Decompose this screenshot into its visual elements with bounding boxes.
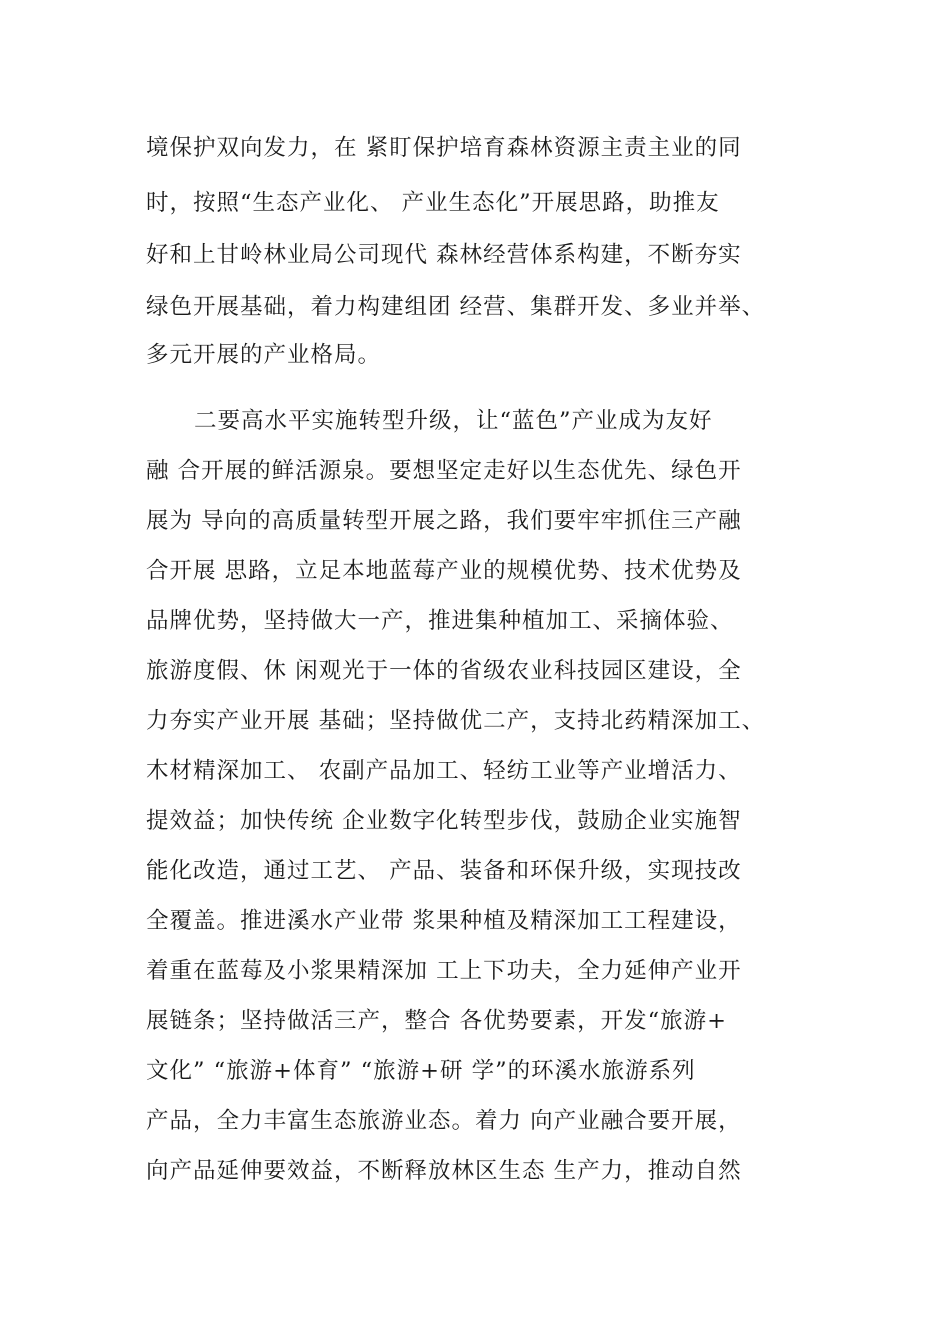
text-line: 力夯实产业开展 基础；坚持做优二产，支持北药精深加工、 [146,708,766,734]
text-line: 多元开展的产业格局。 [146,342,382,368]
text-line: 合开展 思路，立足本地蓝莓产业的规模优势、技术优势及 [146,558,742,584]
text-line: 产品，全力丰富生态旅游业态。着力 向产业融合要开展， [146,1108,742,1134]
text-line: 二要高水平实施转型升级，让“蓝色”产业成为友好 [194,408,713,434]
text-line: 旅游度假、休 闲观光于一体的省级农业科技园区建设，全 [146,658,742,684]
text-line: 时，按照“生态产业化、 产业生态化”开展思路，助推友 [146,190,720,216]
text-line: 全覆盖。推进溪水产业带 浆果种植及精深加工工程建设， [146,908,742,934]
text-line: 好和上甘岭林业局公司现代 森林经营体系构建，不断夯实 [146,242,742,268]
text-line: 品牌优势，坚持做大一产，推进集种植加工、采摘体验、 [146,608,734,634]
text-line: 展为 导向的高质量转型开展之路，我们要牢牢抓住三产融 [146,508,742,534]
text-line: 展链条；坚持做活三产，整合 各优势要素，开发“旅游+ [146,1008,728,1034]
text-line: 能化改造，通过工艺、 产品、装备和环保升级，实现技改 [146,858,742,884]
text-line: 绿色开展基础，着力构建组团 经营、集群开发、多业并举、 [146,294,766,320]
text-line: 提效益；加快传统 企业数字化转型步伐，鼓励企业实施智 [146,808,742,834]
text-line: 向产品延伸要效益，不断释放林区生态 生产力，推动自然 [146,1158,742,1184]
text-line: 融 合开展的鲜活源泉。要想坚定走好以生态优先、绿色开 [146,458,742,484]
text-line: 境保护双向发力，在 紧盯保护培育森林资源主责主业的同 [146,135,742,161]
text-line: 木材精深加工、 农副产品加工、轻纺工业等产业增活力、 [146,758,742,784]
text-line: 文化” “旅游+体育” “旅游+研 学”的环溪水旅游系列 [146,1058,696,1084]
text-line: 着重在蓝莓及小浆果精深加 工上下功夫，全力延伸产业开 [146,958,742,984]
